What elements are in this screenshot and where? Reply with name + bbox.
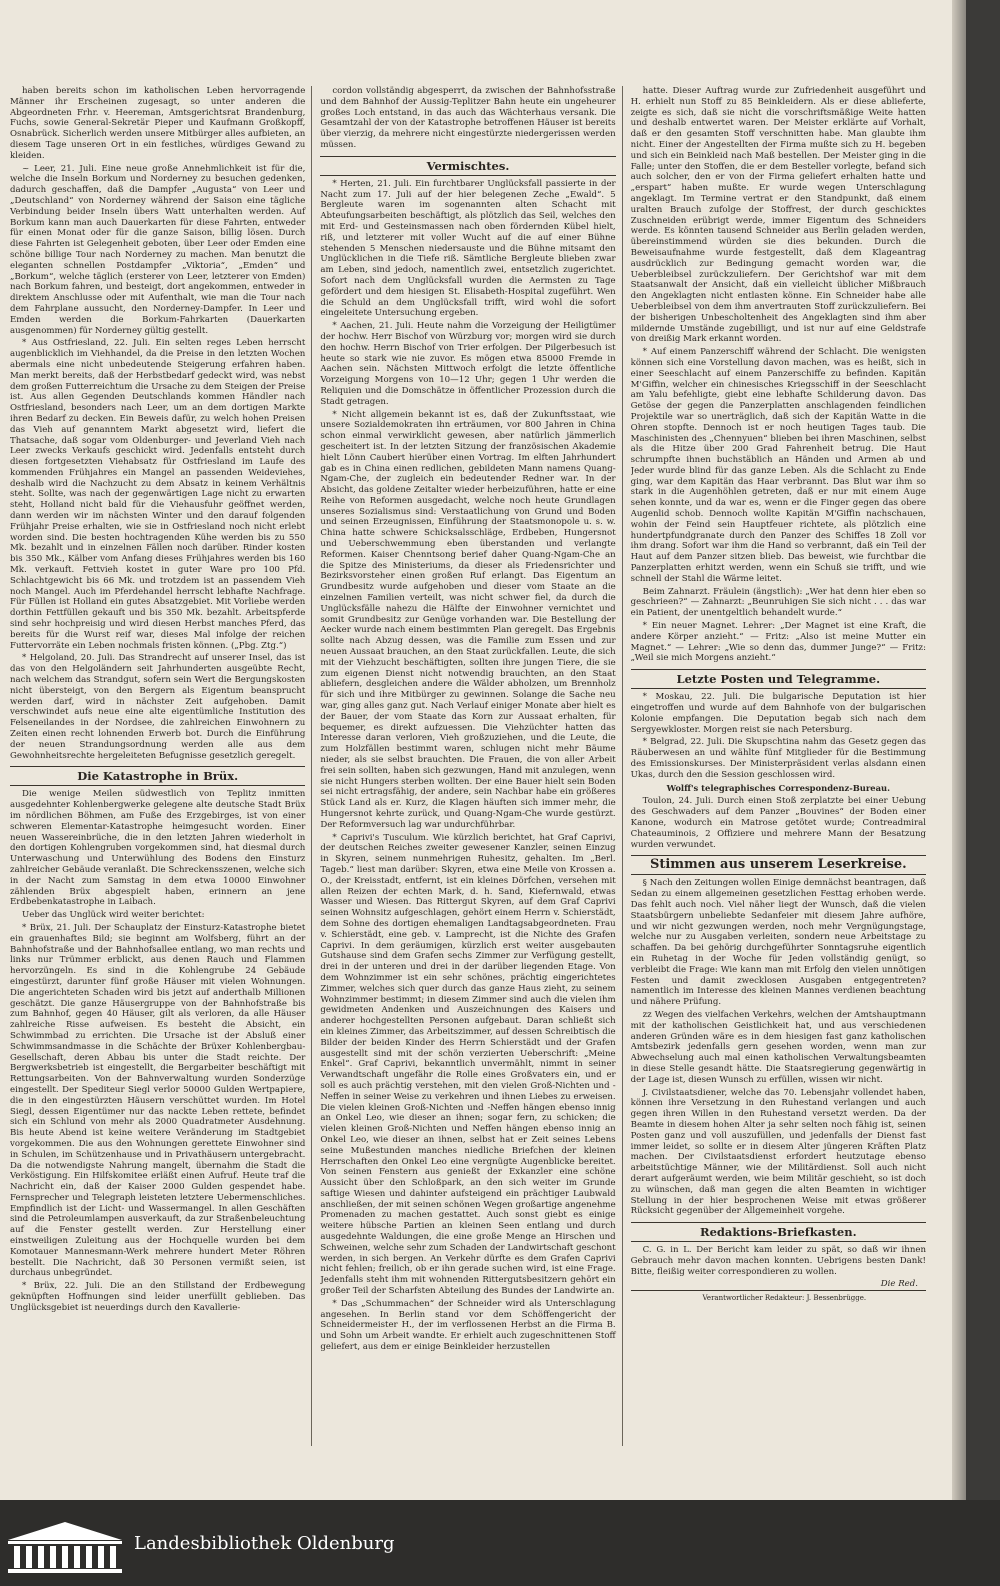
article-columns (10, 86, 932, 1446)
column-3 (631, 86, 932, 1446)
article-paragraph: * Ein neuer Magnet. Lehrer: „Der Magnet ist eine Kraft, die andere Körper anzieht.“ — Fritz: „Also ist meine Mutter ein Magnet.“ — Lehrer: „Wie so denn das, dummer Junge?“ — Fritz: „Weil sie mich Morgens anzieht.“ (630, 621, 926, 664)
article-paragraph: * Moskau, 22. Juli. Die bulgarische Deputation ist hier eingetroffen und wurde auf dem Bahnhofe von der bulgarischen Kolonie empfangen. Die Deputation begab sich nach dem Sergyewkloster. Morgen reist sie nach Petersburg. (630, 692, 926, 735)
section-heading: Vermischtes. (320, 156, 615, 176)
section-heading: Die Katastrophe in Brüx. (10, 766, 305, 786)
article-paragraph: haben bereits schon im katholischen Leben hervorragende Männer ihr Erscheinen zugesagt, so unter anderen die Abgeordneten Frhr. v. Heereman, Amtsgerichtsrat Brandenburg, Fuchs, sowie General-Sekretär Pieper und Kaufmann Großkopff, Osnabrück. Sicherlich werden unsere Mitbürger alles aufbieten, an diesem Tage unseren Ort in ein festliches, würdiges Gewand zu kleiden. (10, 86, 306, 161)
article-paragraph: * Brüx, 22. Juli. Die an den Stillstand der Erdbewegung geknüpften Hoffnungen sind leider unerfüllt geblieben. Das Unglücksgebiet ist neuerdings durch den Kavallerie- (10, 1281, 306, 1313)
article-paragraph: § Nach den Zeitungen wollen Einige demnächst beantragen, daß Sedan zu einem allgemeinen gesetzlichen Festtag erhoben werde. Das fehlt auch noch. Viel näher liegt der Wunsch, daß die vielen Staatsbürgern unbeliebte Sedanfeier mit diesem Jahre aufhöre, und wir nicht gezwungen werden, noch mehr Vergnügungstage, welche nur zu Ausgaben verleiten, sondern neue Arbeitstage zu schaffen. Da bei gehörig durchgeführter Sonntagsruhe eigentlich ein Ruhetag in der Woche für Jeden vollständig genügt, so verbleibt die Frage: Wie kann man mit Erfolg den vielen unnötigen Festen und damit zwecklosen Ausgaben entgegentreten? namentlich im Interesse des kleinen Mannes verdienen beachtung und nähere Prüfung. (630, 878, 926, 1008)
article-paragraph: * Nicht allgemein bekannt ist es, daß der Zukunftsstaat, wie unsere Sozialdemokraten ihn erträumen, vor 800 Jahren in China schon einmal verwirklicht gewesen, aber natürlich jämmerlich gescheitert ist. In der letzten Sitzung der französischen Akademie hielt Lönn Caubert hierüber einen Vortrag. Im elften Jahrhundert gab es in China einen redlichen, gebildeten Mann namens Quang-Ngam-Che, der zugleich ein bedeutender Redner war. In der Absicht, das goldene Zeitalter wieder herbeizuführen, hatte er eine Reihe von Reformen ausgedacht, welche noch heute Grundlagen unseres Sozialismus sind: Verstaatlichung von Grund und Boden und seinen Erzeugnissen, Einführung der Staatsmonopole u. s. w. China hatte schwere Schicksalsschläge, Erdbeben, Hungersnot und Ueberschwemmung eben überstanden und verlangte Reformen. Kaiser Chenntsong berief daher Quang-Ngam-Che an die Spitze des Ministeriums, da dieser als Friedensrichter und Bezirksvorsteher einen großen Ruf erlangt. Das Eigentum an Grundbesitz wurde aufgehoben und dieser vom Staate an die einzelnen Familien verteilt, was nicht schwer fiel, da durch die Unglücksfälle nahezu die Hälfte der Einwohner vernichtet und somit Grundbesitz zur Genüge vorhanden war. Die Bestellung der Aecker wurde nach einem bestimmten Plan geregelt. Das Ergebnis sollte nach Abzug dessen, was die Familie zum Essen und zur neuen Aussaat brauchen, an den Staat zurückfallen. Leute, die sich mit der Viehzucht beschäftigten, sollten ihre jungen Tiere, die sie zum eigenen Dienst nicht notwendig brauchten, an den Staat abliefern, desgleichen andere die Wälder abholzen, um Brennholz für sich und ihre Mitbürger zu gewinnen. Solange die Sache neu war, ging alles ganz gut. Nach Verlauf einiger Monate aber hielt es der Bauer, der vom Staate das Korn zur Aussaat erhalten, für bequemer, es direkt aufzuessen. Die Viehzüchter hatten das Interesse daran verloren, Vieh großzuziehen, und die Leute, die zum Holzfällen bestimmt waren, schlugen nicht mehr Bäume nieder, als sie selbst brauchten. Die Frauen, die von aller Arbeit frei sein sollten, haben sich gezwungen, Hand mit anzulegen, wenn sie nicht Hungers sterben wollten. Der eine Bauer hielt sein Boden sei nicht ertragsfähig, der andere, sein Nachbar habe ein größeres Stück Land als er. Kurz, die Klagen häuften sich immer mehr, die Hungersnot kehrte zurück, und Quang-Ngam-Che wurde gestürzt. Der Reformversuch lag war undurchführbar. (320, 409, 616, 830)
article-paragraph: hatte. Dieser Auftrag wurde zur Zufriedenheit ausgeführt und H. erhielt nun Stoff zu 85 Beinkleidern. Als er diese ablieferte, zeigte es sich, daß sie nicht die vorschriftsmäßige Weite hatten und deshalb entwertet waren. Der Meister erklärte auf Vorhalt, daß er den gesamten Stoff verschnitten habe. Man glaubte ihm nicht. Einer der Angestellten der Firma mußte sich zu H. begeben und sich ein Beinkleid nach Maß bestellen. Der Meister ging in die Falle; unter den Stoffen, die er dem Besteller vorlegte, befand sich auch solcher, den er von der Firma geliefert erhalten hatte und „erspart“ haben mußte. Er wurde wegen Unterschlagung angeklagt. Im Termine vertrat er den Standpunkt, daß einem uralten Brauch zufolge der Stoffrest, der durch geschicktes Zuschneiden erübrigt werde, immer Eigentum des Schneiders werde. Es könnten tausend Schneider aus Berlin geladen werden, übereinstimmend würden sie dies bekunden. Durch die Beweisaufnahme wurde festgestellt, daß dem Klageantrag ausdrücklich zur Bedingung gemacht worden war, die Ueberbleibsel zurückzuliefern. Der Gerichtshof war mit dem Staatsanwalt der Ansicht, daß ein vielleicht üblicher Mißbrauch den Angeklagten nicht entlasten könne. Ein Schneider habe alle Ueberbleibsel von dem ihm anvertrauten Stoff zurückzuliefern. Bei der bisherigen Unbescholtenheit des Angeklagten sind ihm aber mildernde Umstände zugebilligt, und ist nur auf eine Geldstrafe von dreißig Mark erkannt worden. (630, 86, 926, 345)
article-paragraph: * Helgoland, 20. Juli. Das Strandrecht auf unserer Insel, das ist das von den Helgoländern seit Jahrhunderten ausgeübte Recht, nach welchem das Strandgut, sofern sein Wert die Bergungskosten nicht übersteigt, von den Bergern als Eigentum beansprucht werden darf, wird in nächster Zeit aufgehoben. Damit verschwindet aufs neue eine alte eigentümliche Institution des Felseneilandes in der Nordsee, die zahlreichen Einwohnern zu Zeiten einen recht lohnenden Erwerb bot. Durch die Einführung der neuen Strandungsordnung werden alle aus dem Gewohnheitsrechte hergeleiteten Befugnisse gesetzlich geregelt. (10, 653, 306, 761)
article-paragraph: * Herten, 21. Juli. Ein furchtbarer Unglücksfall passierte in der Nacht zum 17. Juli auf der hier belegenen Zeche „Ewald“. 5 Bergleute waren im sogenannten alten Schacht mit Abteufungsarbeiten beschäftigt, als plötzlich das Seil, welches den mit Erd- und Gesteinsmassen nach oben fördernden Kübel hielt, riß, und letzterer mit voller Wucht auf die auf einer Bühne stehenden 5 Menschen niedersauste und die Bühne mitsamt den Unglücklichen in die Tiefe riß. Sämtliche Bergleute blieben zwar am Leben, sind jedoch, namentlich zwei, entsetzlich zugerichtet. Sofort nach dem Unglücksfall wurden die Aermsten zu Tage gefördert und dem hiesigen St. Elisabeth-Hospital zugeführt. Wen die Schuld an dem Unglücksfall trifft, wird wohl die sofort eingeleitete Untersuchung ergeben. (320, 178, 616, 319)
article-paragraph: Ueber das Unglück wird weiter berichtet: (22, 910, 205, 921)
article-paragraph: Die wenige Meilen südwestlich von Teplitz inmitten ausgedehnter Kohlenbergwerke gelegene alte deutsche Stadt Brüx im nördlichen Böhmen, am Fuße des Erzgebirges, ist von einer schweren Elementar-Katastrophe heimgesucht worden. Einer neuen Wassereinbrüche, die in den letzten Jahren wiederholt in den dortigen Kohlengruben vorgekommen sind, hat diesmal durch Unterwaschung und Unterwühlung des Bodens den Einsturz zahlreicher Gebäude veranlaßt. Die Schreckensszenen, welche sich in der Nacht zum Samstag in dem etwa 10000 Einwohner zählenden Brüx abgespielt haben, erinnern an jene Erdbebenkatastrophe in Laibach. (10, 789, 306, 908)
article-paragraph: * Auf einem Panzerschiff während der Schlacht. Die wenigsten können sich eine Vorstellung davon machen, was es heißt, sich in einer Seeschlacht auf einem Panzerschiffe zu befinden. Kapitän M'Giffin, welcher ein chinesisches Kriegsschiff in der Seeschlacht am Yalu befehligte, giebt eine lebhafte Schilderung davon. Das Getöse der gegen die Panzerplatten anschlagenden feindlichen Projektile war so unerträglich, daß sich der Kapitän Watte in die Ohren stopfte. Dennoch ist er noch heutigen Tages taub. Die Maschinisten des „Chennyuen“ blieben bei ihren Maschinen, selbst als die Hitze über 200 Grad Fahrenheit betrug. Die Haut schrumpfte ihnen buchstäblich an Händen und Armen ab und Jeder wurde blind für das ganze Leben. Als die Schlacht zu Ende ging, war dem Kapitän das Haar verbrannt. Das Blut war ihm so stark in die Augenhöhlen getreten, daß er nur mit einem Auge sehen konnte, und da war es, wenn er die Finger gegen das obere Augenlid schob. Dennoch wollte Kapitän M'Giffin nachschauen, wohin der Feind sein Hauptfeuer richtete, als plötzlich eine hundertpfundgranate durch den Panzer des Schiffes 18 Zoll vor ihm drang. Sofort war ihm die Hand so verbrannt, daß ein Teil der Haut auf dem Panzer sitzen blieb. Das beweist, wie furchtbar die Panzerplatten erhitzt werden, wenn ein Schuß sie trifft, und wie schnell der Stahl die Wärme leitet. (630, 347, 926, 584)
editor-signature: Die Red. (880, 1279, 918, 1290)
article-paragraph: * Aachen, 21. Juli. Heute nahm die Vorzeigung der Heiligtümer der hochw. Herr Bischof von Würzburg vor; morgen wird sie durch den hochw. Herrn Bischof von Trier erfolgen. Der Pilgerbesuch ist heute so stark wie nie zuvor. Es mögen etwa 85000 Fremde in Aachen sein. Nächsten Mittwoch erfolgt die letzte öffentliche Vorzeigung Morgens von 10—12 Uhr; gegen 1 Uhr werden die Reliquien und die Domschätze in öffentlicher Prozession durch die Stadt getragen. (320, 321, 616, 407)
section-heading: Redaktions-Briefkasten. (631, 1222, 926, 1242)
section-heading: Letzte Posten und Telegramme. (631, 669, 926, 689)
article-paragraph: * Brüx, 21. Juli. Der Schauplatz der Einsturz-Katastrophe bietet ein grauenhaftes Bild; sie beginnt am Wolfsberg, führt an der Bahnhofstraße und der Bahnhofsallee entlang, wo man rechts und links nur Trümmer erblickt, aus denen Rauch und Flammen hervorzüngeln. Es sind in die Kohlengrube 24 Gebäude eingestürzt, darunter fünf große Häuser mit vielen Wohnungen. Die angerichteten Schaden wird bis jetzt auf anderthalb Millionen geschätzt. Die ganze Häusergruppe von der Bahnhofstraße bis zum Bahnhof, gegen 40 Häuser, gilt als verloren, da alle Häuser zahlreiche Risse aufweisen. Es besteht die Absicht, ein Schwimmbad zu errichten. Die Ursache ist der Absluß einer Schwimmsandmasse in die Schächte der Brüxer Kohlenbergbau-Gesellschaft, deren Abbau bis unter die Stadt reichte. Der Bergwerksbetrieb ist eingestellt, die Bergarbeiter beschäftigt mit Rettungsarbeiten. Von der Bahnverwaltung wurden Sonderzüge eingestellt. Der Spediteur Siegl verlor 50000 Gulden Wertpapiere, die in den eingestürzten Häusern verschüttet wurden. Im Hotel Siegl, dessen Eigentümer nur das nackte Leben rettete, befindet sich ein Schlund von mehr als 2000 Quadratmeter Ausdehnung. Bis heute Abend ist keine weitere Veränderung im Stadtgebiet vorgekommen. Die aus den Wohnungen gerettete Einwohner sind in Schulen, im Schützenhause und in Privathäusern untergebracht. Da die notwendigste Nahrung mangelt, übernahm die Stadt die Verköstigung. Ein Hilfskomitee erläßt einen Aufruf. Heute traf die Nachricht ein, daß der Kaiser 2000 Gulden gespendet habe. Fernsprecher und Telegraph leisteten letztere Uebermenschliches. Empfindlich ist der Licht- und Wassermangel. In allen Geschäften sind die Petroleumlampen ausverkauft, da zur Straßenbeleuchtung auf die Fenster gestellt werden. Zur Herstellung einer einstweiligen Zuleitung aus der Hochquelle wurden bei dem Komotauer Mannesmann-Werk mehrere hundert Meter Röhren bestellt. Die Nachricht, daß 30 Personen vermißt seien, ist durchaus unbegründet. (10, 922, 306, 1279)
section-subheading: Wolff's telegraphisches Correspondenz-Bureau. (666, 782, 891, 793)
article-paragraph: ~ Leer, 21. Juli. Eine neue große Annehmlichkeit ist für die, welche die Inseln Borkum und Norderney zu besuchen gedenken, dadurch geschaffen, daß die Dampfer „Augusta“ von Leer und „Deutschland“ von Norderney während der Saison eine tägliche Verbindung beider Inseln übers Watt unterhalten werden. Auf Borkum kann man auch Dauerkarten für diese Fahrten, entweder für einen Monat oder für die ganze Saison, billig lösen. Durch diese Fahrten ist Gelegenheit geboten, über Leer oder Emden eine schöne billige Tour nach Norderney zu machen. Man benutzt die eleganten schnellen Postdampfer „Viktoria“, „Emden“ und „Borkum“, welche täglich (ersterer von Leer, letzterer von Emden) nach Borkum fahren, und besteigt, dort angekommen, entweder in direktem Anschlusse oder mit Aufenthalt, wie man die Tour nach dem Fahrplane aussucht, den Norderney-Dampfer. In Leer und Emden werden die Borkum-Fahrkarten (Dauerkarten ausgenommen) für Norderney gültig gestellt. (10, 163, 306, 336)
library-building-logo-icon (6, 1520, 124, 1574)
column-1 (10, 86, 312, 1446)
library-name: Landesbibliothek Oldenburg (134, 1533, 395, 1554)
article-paragraph: J. Civilstaatsdiener, welche das 70. Lebensjahr vollendet haben, können ihre Versetzung in den Ruhestand verlangen und auch gegen ihren Willen in den Ruhestand versetzt werden. Da der Beamte in diesem hohen Alter ja sehr selten noch fähig ist, seinen Posten ganz und voll auszufüllen, und jedenfalls der Dienst fast immer leidet, so sollte er in diesem Alter jüngeren Kräften Platz machen. Der Civilstaatsdienst erfordert heutzutage ebenso arbeitstüchtige Männer, wie der Militärdienst. Soll auch nicht derart aufgeräumt werden, wie beim Militär geschieht, so ist doch zu wünschen, daß man gegen die alten Beamten in wichtiger Stellung in der hier besprochenen Weise mit etwas größerer Rücksicht gegenüber der Allgemeinheit vorgehe. (630, 1087, 926, 1217)
article-paragraph: Beim Zahnarzt. Fräulein (ängstlich): „Wer hat denn hier eben so geschrieen?“ — Zahnarzt: „Beunruhigen Sie sich nicht . . . das war ein Patient, der unentgeltlich behandelt wurde.“ (630, 586, 926, 619)
article-paragraph: * Caprivi's Tusculum. Wie kürzlich berichtet, hat Graf Caprivi, der deutschen Reiches zweiter gewesener Kanzler, seinen Einzug in Skyren, seinem nunmehrigen Ruhesitz, gehalten. Im „Berl. Tageb.“ liest man darüber: Skyren, etwa eine Meile von Krossen a. O., der Kreisstadt, entfernt, ist ein kleines Dörfchen, versehen mit allen Reizen der echten Mark, d. h. Sand, Kiefernwald, etwas Wasser und Wiesen. Das Rittergut Skyren, auf dem Graf Caprivi seinen Wohnsitz aufgeschlagen, gehört einem Herrn v. Schierstädt, dem Sohne des dortigen ehemaligen Landtagsabgeordneten. Frau v. Schierstädt, eine geb. v. Lamprecht, ist die Nichte des Grafen Caprivi. In dem geräumigen, kürzlich erst weiter ausgebauten Gutshause sind dem Grafen sechs Zimmer zur Verfügung gestellt, drei in der unteren und drei in der darüber liegenden Etage. Von dem Wohnzimmer ist ein sehr schönes, prächtig eingerichtetes Zimmer, welches sich quer durch das ganze Haus zieht, zu seinem Wohnzimmer bestimmt; in diesem Zimmer sind auch die vielen ihm gewidmeten Andenken und Auszeichnungen des Kaisers und anderer hochgestellten Personen aufgebaut. Daran schließt sich ein kleines Zimmer, das Arbeitszimmer, auf dessen Schreibtisch die Bilder der beiden Kinder des Herrn Schierstädt und der Grafen ausgestellt sind mit der schön verzierten Ueberschrift: „Meine Enkel“. Graf Caprivi, bekanntlich unvermählt, nimmt in seiner Verwandtschaft ungefähr die Rolle eines Großvaters ein, und er soll es auch prächtig verstehen, mit den vielen Groß-Nichten und -Neffen in seiner Weise zu verkehren und ihnen Liebes zu erweisen. Die vielen kleinen Groß-Nichten und -Neffen hängen ebenso innig an Onkel Leo, wie dieser an ihnen; sogar fern, zu schicken; die vielen kleinen Groß-Nichten und Neffen hängen ebenso innig an Onkel Leo, wie dieser an ihnen, selbst hat er Zeit seines Lebens seine Mußestunden manches niedliche Briefchen der kleinen Herrschaften den Onkel Leo eine vergnügte Augenblicke bereitet. Von seinen Fenstern aus genießt der Exkanzler eine schöne Aussicht über den Schloßpark, an den sich weiter im Grunde saftige Wiesen und dahinter aufsteigend ein prächtiger Laubwald anschließen, der mit seinen schönen Wegen großartige angenehme Promenaden zu machen gestattet. Auch sonst giebt es einige weitere hübsche Partien an kleinen Seen entlang und durch ausgedehnte Waldungen, die eine große Menge an Hirschen und Schweinen, welche sehr zum Schaden der Landwirtschaft geschont werden, in sich bergen. An Verkehr dürfte es dem Grafen Caprivi nicht fehlen; freilich, ob er ihn gerade suchen wird, ist eine Frage. Jedenfalls steht ihm mit wohnenden Rittergutsbesitzern gehört ein großer Teil der Scharfsten Abteilung des Bundes der Landwirte an. (320, 832, 616, 1297)
article-paragraph: * Das „Schummachen“ der Schneider wird als Unterschlagung angesehen. In Berlin stand vor dem Schöffengericht der Schneidermeister H., der im verflossenen Herbst an die Firma B. und Sohn um Arbeit wandte. Er erhielt auch zugeschnittenen Stoff geliefert, aus dem er einige Beinkleider herzustellen (320, 1298, 616, 1353)
article-paragraph: C. G. in L. Der Bericht kam leider zu spät, so daß wir ihnen Gebrauch mehr davon machen konnten. Uebrigens besten Dank! Bitte, fleißig weiter correspondieren zu wollen. (630, 1245, 926, 1277)
article-paragraph: * Belgrad, 22. Juli. Die Skupschtina nahm das Gesetz gegen das Räuberwesen an und wählte fünf Mitglieder für die Bestimmung des Emissionskurses. Der Ministerpräsident verlas alsdann einen Ukas, durch den die Session geschlossen wird. (630, 737, 926, 780)
article-paragraph: Toulon, 24. Juli. Durch einen Stoß zerplatzte bei einer Uebung des Geschwaders auf dem Panzer „Bouvines“ der Boden einer Kanone, wodurch ein Matrose getötet wurde; Contreadmiral Chateauminois, 2 Offiziere und mehrere Mann der Besatzung wurden verwundet. (630, 796, 926, 850)
column-2 (320, 86, 622, 1446)
article-paragraph: * Aus Ostfriesland, 22. Juli. Ein selten reges Leben herrscht augenblicklich im Viehhandel, da die Preise in den letzten Wochen abermals eine nicht unbedeutende Steigerung erfahren haben. Man merkt bereits, daß der Herbstbedarf gedeckt wird, was nebst dem großen Futterreichtum die Ursache zu dem Steigen der Preise ist. Aus allen Gegenden Deutschlands kommen Händler nach Ostfriesland, besonders nach Leer, um an dem dortigen Markte ihren Bedarf zu decken. Ein Beweis dafür, zu welch hohen Preisen das Vieh auf genanntem Markt abgesetzt wird, liefert die Thatsache, daß sogar vom Oldenburger- und Jeverland Vieh nach Leer zwecks Verkaufs geschickt wird. Jedenfalls entsteht durch diesen fortgesetzten Viehabsatz für Ostfriesland im Laufe des kommenden Frühjahres ein Mangel an passenden Weideviehes, deshalb wird die Nachzucht zu dem Absatz in keinem Verhältnis steht. Sollte, was nach der gegenwärtigen Lage nicht zu erwarten steht, Holland nicht bald für die Viehausfuhr geöffnet werden, dann werden wir im nächsten Winter und den darauf folgenden Frühjahr Preise erhalten, wie sie in Ostfriesland noch nicht erlebt worden sind. Die besten hochtragenden Kühe werden bis zu 550 Mk. bezahlt und in einzelnen Fällen noch darüber. Rinder kosten bis 350 Mk., Kälber vom Anfang dieses Frühjahres werden bis 160 Mk. verkauft. Fettvieh kostet in guter Ware pro 100 Pfd. Schlachtgewicht bis 66 Mk. und trotzdem ist an passendem Vieh noch Mangel. Auch im Pferdehandel herrscht lebhafte Nachfrage. Für Füllen ist Holland ein gutes Absatzgebiet. Mit Vorliebe werden dorthin Fettfüllen gekauft und bis 350 Mk. bezahlt. Arbeitspferde sind sehr hochpreisig und wird diesen Herbst manches Pferd, das bereits für die Wurst reif war, dieses Mal infolge der reichen Futtervorräte ein Leben nochmals fristen können. („Pbg. Ztg.“) (10, 338, 306, 651)
article-paragraph: zz Wegen des vielfachen Verkehrs, welchen der Amtshauptmann mit der katholischen Geistlichkeit hat, und aus verschiedenen anderen Gründen wäre es in dem hiesigen fast ganz katholischen Amtsbezirk jedenfalls gern gesehen worden, wenn man zur Abwechselung auch mal einen katholischen Verwaltungsbeamten in diese Stelle gesandt hätte. Die Staatsregierung gegenwärtig in der Lage ist, diesen Wunsch zu erfüllen, wissen wir nicht. (630, 1009, 926, 1085)
page-edge (952, 0, 966, 1500)
responsible-editor-imprint: Verantwortlicher Redakteur: J. Bessenbrügge. (631, 1290, 926, 1304)
article-paragraph: cordon vollständig abgesperrt, da zwischen der Bahnhofsstraße und dem Bahnhof der Aussig-Teplitzer Bahn heute ein ungeheurer großes Loch entstand, in das auch das Wächterhaus versank. Die Gesamtzahl der von der Katastrophe betroffenen Häuser ist bereits über vierzig, da mehrere nicht eingestürzte niedergerissen werden müssen. (320, 86, 616, 150)
section-heading: Stimmen aus unserem Leserkreise. (631, 855, 926, 875)
